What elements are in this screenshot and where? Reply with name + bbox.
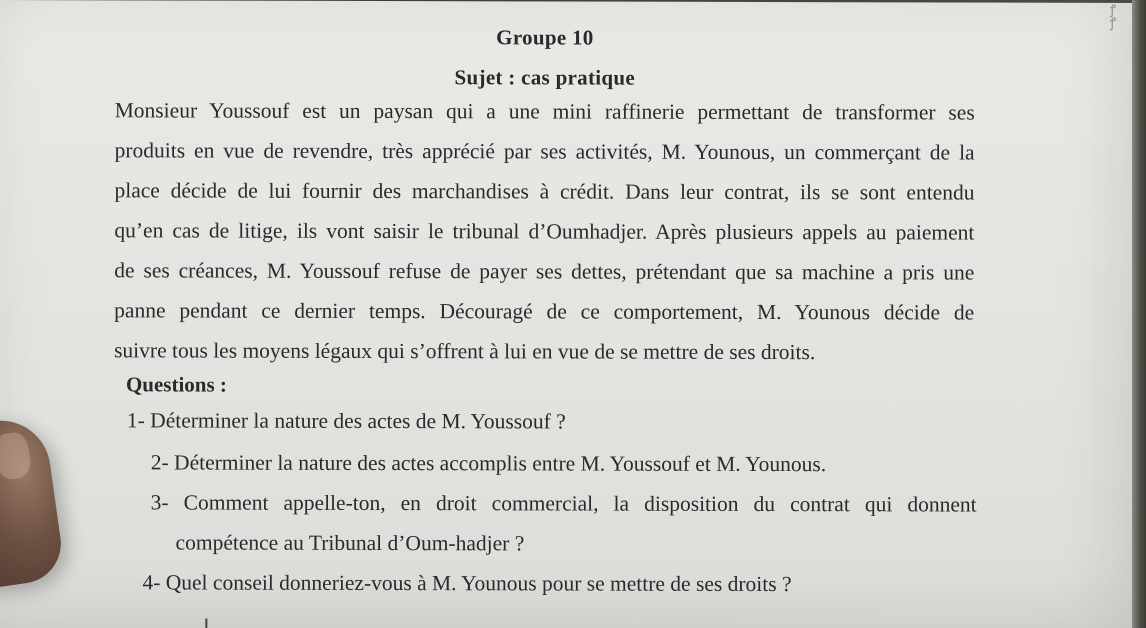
question-3: 3- Comment appelle-ton, en droit commercial, la disposition du contrat qui donnent: [150, 490, 977, 517]
paragraph-line: panne pendant ce dernier temps. Découragé de ce comportement, M. Younous décide de: [114, 298, 975, 325]
case-paragraph: [114, 90, 975, 372]
paragraph-line: suivre tous les moyens légaux qui s’offrent à lui en vue de se mettre de ses droits.: [114, 338, 816, 365]
corner-scribble: ꝭ ꝭ: [1109, 3, 1116, 31]
pen-mark: [205, 619, 207, 628]
question-3-continued: compétence au Tribunal d’Oum-hadjer ?: [175, 530, 525, 556]
paragraph-line: qu’en cas de litige, ils vont saisir le tribunal d’Oumhadjer. Après plusieurs appels au paiement: [114, 218, 975, 245]
paragraph-line: de ses créances, M. Youssouf refuse de payer ses dettes, prétendant que sa machine a pris une: [114, 258, 975, 285]
paragraph-line: produits en vue de revendre, très apprécié par ses activités, M. Younous, un commerçant de la: [114, 138, 975, 165]
subject-title: Sujet : cas pratique: [454, 65, 636, 90]
group-title: Groupe 10: [496, 25, 594, 50]
paragraph-line: place décide de lui fournir des marchandises à crédit. Dans leur contrat, ils se sont entendu: [114, 178, 975, 205]
question-2: 2- Déterminer la nature des actes accomplis entre M. Youssouf et M. Younous.: [150, 450, 827, 477]
question-4: 4- Quel conseil donneriez-vous à M. Younous pour se mettre de ses droits ?: [142, 570, 792, 597]
questions-heading: Questions :: [125, 372, 227, 397]
background-edge: [1132, 0, 1146, 628]
question-1: 1- Déterminer la nature des actes de M. Youssouf ?: [126, 408, 566, 434]
paragraph-line: Monsieur Youssouf est un paysan qui a une mini raffinerie permettant de transformer ses: [114, 98, 975, 125]
